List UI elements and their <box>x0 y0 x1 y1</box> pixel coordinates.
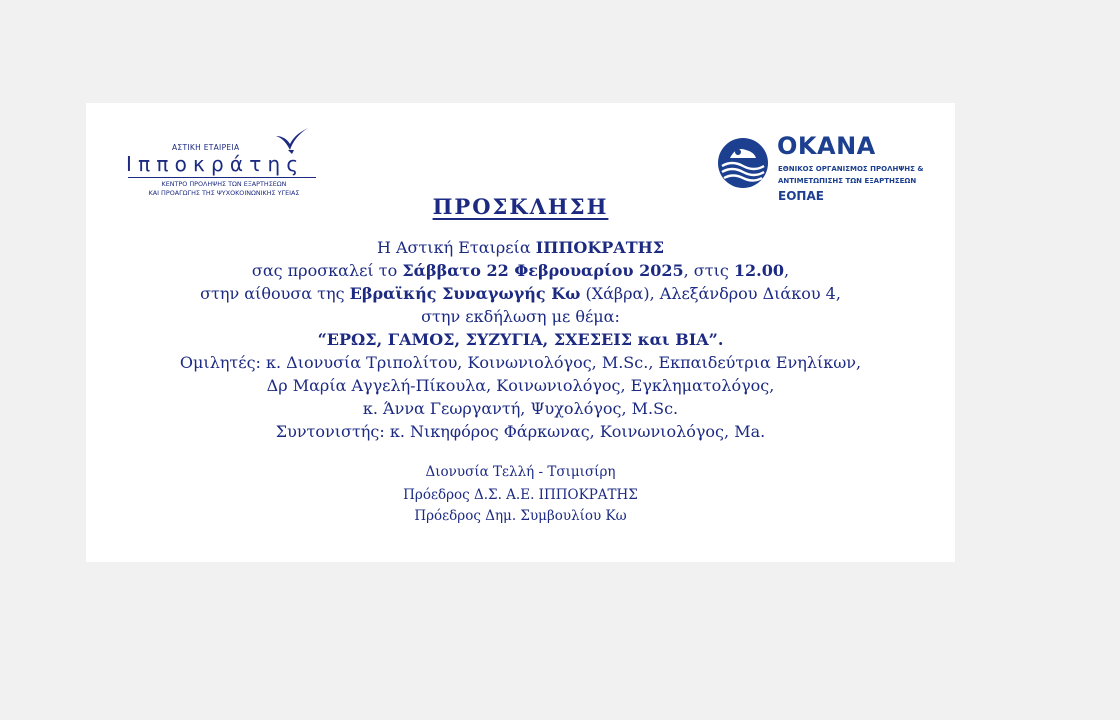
body-line-2-text: σας προσκαλεί το <box>251 261 403 280</box>
body-line-3 <box>86 282 955 305</box>
logo-left-top-text: ΑΣΤΙΚΗ ΕΤΑΙΡΕΙΑ <box>172 143 240 152</box>
moderator-line: Συντονιστής: κ. Νικηφόρος Φάρκωνας, Κοινωνιολόγος, Ma. <box>275 422 766 441</box>
body-line-4: στην εκδήλωση με θέμα: <box>421 307 620 326</box>
signature-role-2: Πρόεδρος Δημ. Συμβουλίου Κω <box>414 508 627 524</box>
signature-role-1: Πρόεδρος Δ.Σ. Α.Ε. ΙΠΠΟΚΡΑΤΗΣ <box>403 487 638 503</box>
okana-abbr: ΕΟΠΑΕ <box>778 189 824 203</box>
okana-line1: ΕΘΝΙΚΟΣ ΟΡΓΑΝΙΣΜΟΣ ΠΡΟΛΗΨΗΣ & <box>778 165 924 173</box>
event-time: 12.00 <box>733 261 784 280</box>
body-line-1 <box>86 236 955 259</box>
logo-left-sub-line2: ΚΑΙ ΠΡΟΑΓΩΓΗΣ ΤΗΣ ΨΥΧΟΚΟΙΝΩΝΙΚΗΣ ΥΓΕΙΑΣ <box>148 189 300 197</box>
speakers-line-2: Δρ Μαρία Αγγελή-Πίκουλα, Κοινωνιολόγος, Εγκληματολόγος, <box>266 376 775 395</box>
body-line-1-bold: ΙΠΠΟΚΡΑΤΗΣ <box>535 238 665 257</box>
logo-left-name: Ιπποκράτης <box>126 152 305 176</box>
okana-emblem-icon <box>716 136 770 190</box>
speakers-line-1: Ομιλητές: κ. Διονυσία Τριπολίτου, Κοινωνιολόγος, M.Sc., Εκπαιδεύτρια Ενηλίκων, <box>179 353 862 372</box>
event-topic: “ΕΡΩΣ, ΓΑΜΟΣ, ΣΥΖΥΓΙΑ, ΣΧΕΣΕΙΣ και ΒΙΑ”. <box>317 330 724 349</box>
body-line-3-text: στην αίθουσα της <box>200 284 350 303</box>
body-line-1-text: Η Αστική Εταιρεία <box>376 238 536 257</box>
speakers-line-3: κ. Άννα Γεωργαντή, Ψυχολόγος, M.Sc. <box>362 399 679 418</box>
invitation-title: ΠΡΟΣΚΛΗΣΗ <box>432 194 609 219</box>
body-line-3-address: (Χάβρα), Αλεξάνδρου Διάκου 4, <box>580 284 841 303</box>
logo-left-rule <box>128 177 316 178</box>
okana-line2: ΑΝΤΙΜΕΤΩΠΙΣΗΣ ΤΩΝ ΕΞΑΡΤΗΣΕΩΝ <box>778 177 917 185</box>
event-date: Σάββατο 22 Φεβρουαρίου 2025 <box>402 261 684 280</box>
okana-brand: OKANA <box>777 132 876 160</box>
body-line-2-comma: , στις <box>683 261 734 280</box>
signature-name: Διονυσία Τελλή - Τσιμισίρη <box>425 464 616 480</box>
logo-left-sub-line1: ΚΕΝΤΡΟ ΠΡΟΛΗΨΗΣ ΤΩΝ ΕΞΑΡΤΗΣΕΩΝ <box>161 180 287 188</box>
body-line-2 <box>86 259 955 282</box>
event-venue: Εβραϊκής Συναγωγής Κω <box>349 284 581 303</box>
body-line-2-end: , <box>784 261 790 280</box>
